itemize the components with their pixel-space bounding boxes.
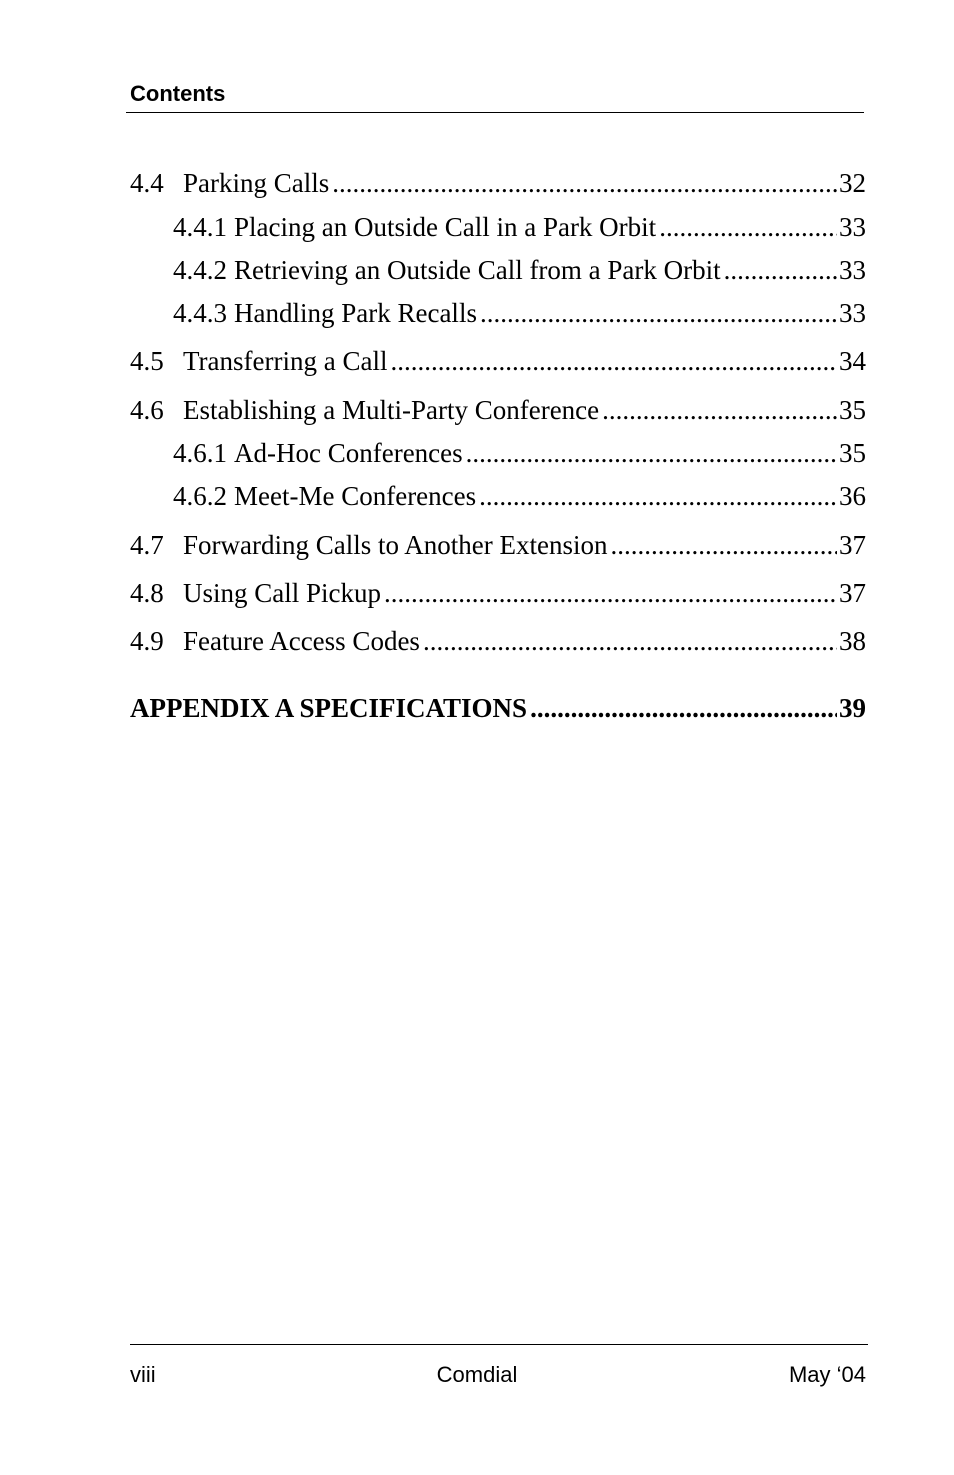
toc-entry-page: 37: [839, 530, 866, 560]
dot-leader: [390, 344, 837, 378]
toc-entry-number: 4.6.1: [173, 438, 227, 468]
dot-leader: [423, 624, 837, 658]
toc-entry-4-4-1[interactable]: [173, 210, 866, 244]
toc-entry-title: Retrieving an Outside Call from a Park Orbit: [234, 255, 721, 285]
toc-entry-4-4-3[interactable]: [173, 296, 866, 330]
toc-entry-page: 33: [839, 298, 866, 328]
dot-leader: [480, 296, 837, 330]
toc-entry-number: 4.9: [130, 626, 164, 656]
toc-entry-4-6[interactable]: [130, 393, 866, 427]
toc-entry-page: 33: [839, 212, 866, 242]
footer-date: May ‘04: [788, 1362, 866, 1387]
dot-leader: [466, 436, 837, 470]
dot-leader: [724, 253, 837, 287]
toc-entry-page: 34: [839, 346, 866, 376]
dot-leader: [384, 576, 837, 610]
toc-entry-title: Using Call Pickup: [183, 578, 382, 608]
toc-entry-page: 39: [839, 693, 866, 723]
toc-entry-title: APPENDIX A SPECIFICATIONS: [130, 693, 528, 723]
header-title: Contents: [130, 81, 226, 106]
footer-company: Comdial: [436, 1362, 518, 1387]
toc-entry-4-6-1[interactable]: [173, 436, 866, 470]
dot-leader: [659, 210, 837, 244]
toc-entry-page: 32: [839, 168, 866, 198]
dot-leader: [610, 528, 837, 562]
toc-entry-number: 4.6: [130, 395, 164, 425]
toc-entry-number: 4.4.3: [173, 298, 227, 328]
toc-entry-4-6-2[interactable]: [173, 479, 866, 513]
toc-entry-title: Transferring a Call: [183, 346, 388, 376]
toc-entry-number: 4.5: [130, 346, 164, 376]
toc-entry-page: 35: [839, 395, 866, 425]
toc-entry-page: 36: [839, 481, 866, 511]
toc-entry-appendix-a[interactable]: [130, 691, 866, 725]
toc-entry-page: 35: [839, 438, 866, 468]
dot-leader: [479, 479, 837, 513]
toc-entry-4-7[interactable]: [130, 528, 866, 562]
toc-entry-title: Forwarding Calls to Another Extension: [183, 530, 608, 560]
toc-entry-page: 33: [839, 255, 866, 285]
toc-entry-number: 4.4.2: [173, 255, 227, 285]
toc-entry-number: 4.8: [130, 578, 164, 608]
dot-leader: [530, 691, 837, 725]
toc-entry-4-4[interactable]: [130, 166, 866, 200]
toc-entry-number: 4.4: [130, 168, 164, 198]
page-footer: [130, 1344, 868, 1395]
toc-entry-title: Ad-Hoc Conferences: [234, 438, 463, 468]
toc-entry-page: 37: [839, 578, 866, 608]
toc-entry-number: 4.7: [130, 530, 164, 560]
footer-page-number: viii: [130, 1362, 156, 1387]
toc-entry-title: Feature Access Codes: [183, 626, 420, 656]
dot-leader: [602, 393, 837, 427]
dot-leader: [332, 166, 837, 200]
page-header: [126, 80, 864, 113]
toc-entry-number: 4.6.2: [173, 481, 227, 511]
toc-entry-title: Establishing a Multi-Party Conference: [183, 395, 600, 425]
toc-entry-number: 4.4.1: [173, 212, 227, 242]
toc-entry-title: Placing an Outside Call in a Park Orbit: [234, 212, 657, 242]
toc-entry-title: Meet-Me Conferences: [234, 481, 477, 511]
toc-entry-4-8[interactable]: [130, 576, 866, 610]
toc-entry-title: Handling Park Recalls: [234, 298, 477, 328]
toc-entry-4-4-2[interactable]: [173, 253, 866, 287]
toc-entry-title: Parking Calls: [183, 168, 330, 198]
toc-entry-4-5[interactable]: [130, 344, 866, 378]
toc-entry-4-9[interactable]: [130, 624, 866, 658]
toc-entry-page: 38: [839, 626, 866, 656]
